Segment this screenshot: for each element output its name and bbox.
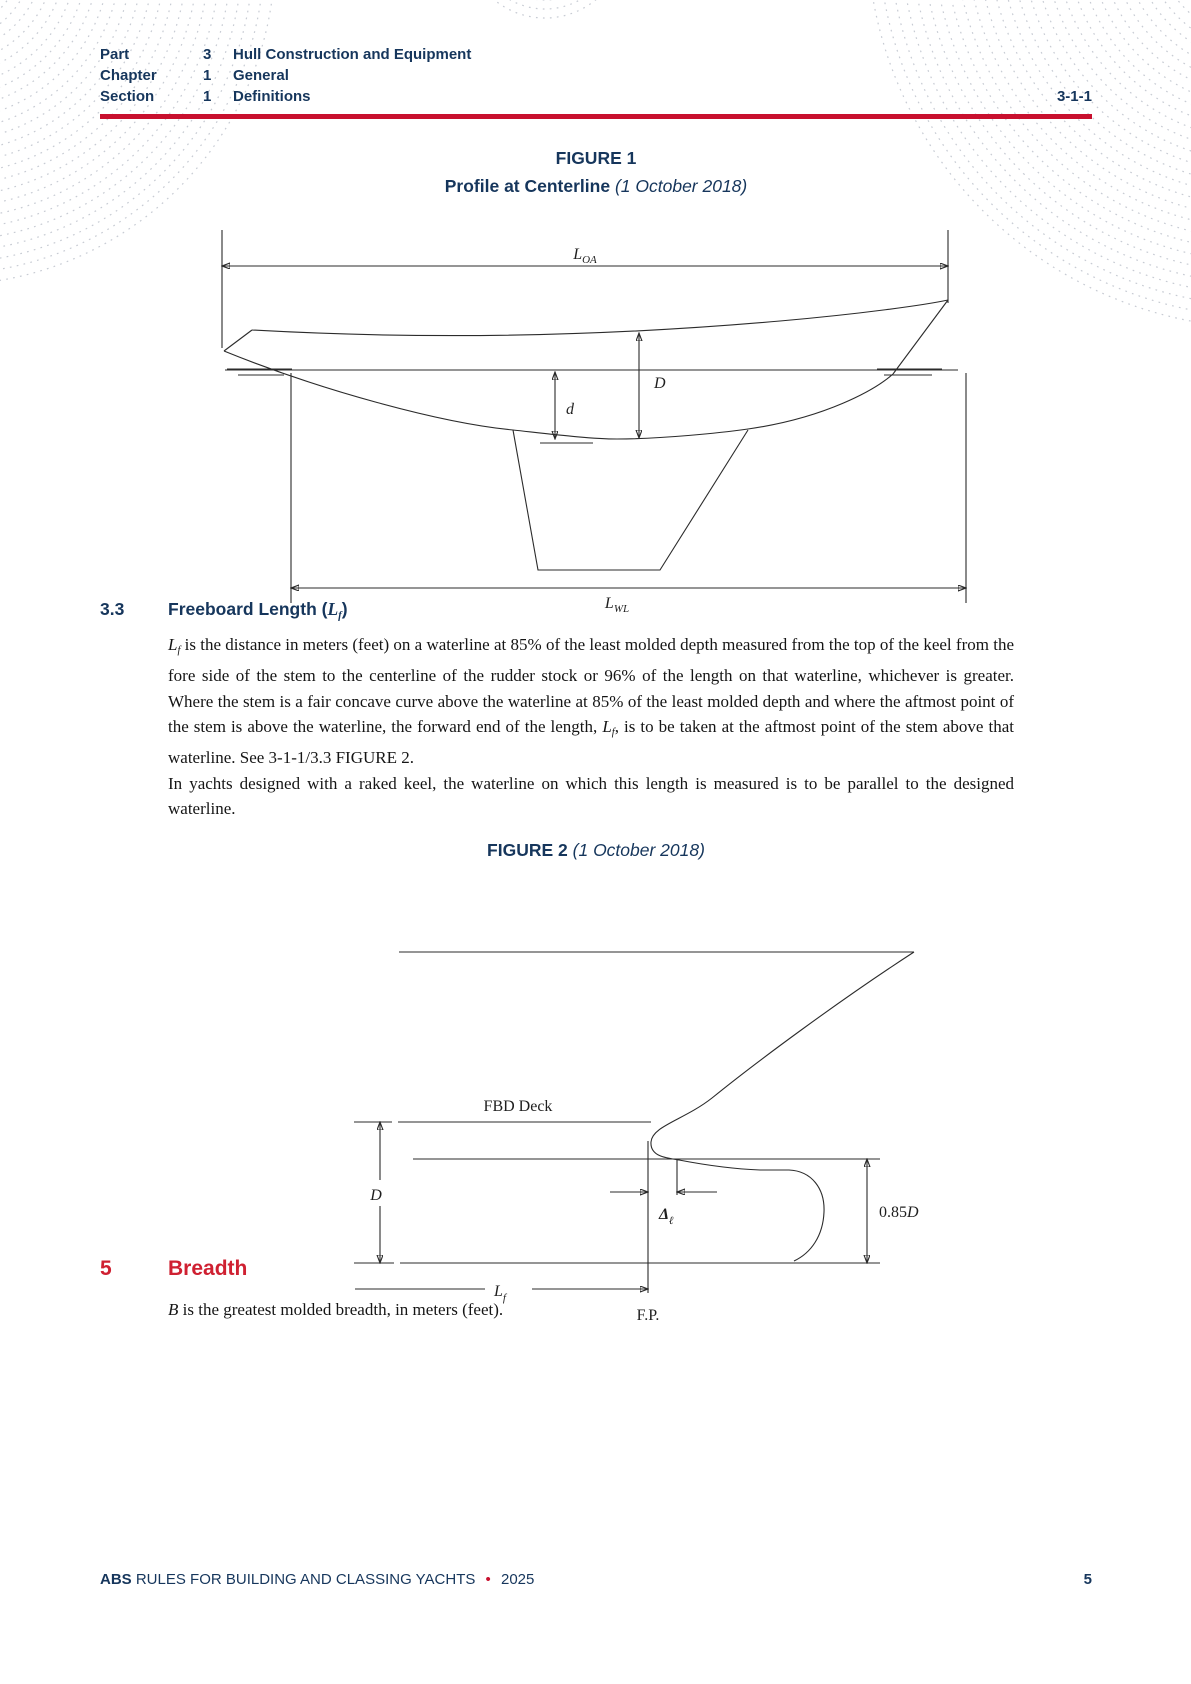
freeboard-length-paragraph-2: In yachts designed with a raked keel, the waterline on which this length is measured is to be parallel to the designed waterline. [168,774,1014,819]
header-part-number: 3 [203,46,212,63]
d-label: d [566,401,574,418]
section-3-3-heading [100,599,348,621]
section-5-number: 5 [100,1257,112,1280]
header-chapter-label: Chapter [100,67,157,84]
breadth-paragraph: B is the greatest molded breadth, in meters (feet). [168,1300,504,1319]
figure1-drawing [180,218,1030,618]
abs-brand: ABS [100,1571,132,1588]
header-section-label: Section [100,88,155,105]
header-section-title: Definitions [233,88,311,105]
depth-D-dimension [369,1122,382,1263]
footer-title-text: RULES FOR BUILDING AND CLASSING YACHTS [135,1571,476,1588]
section-3-3-title: Freeboard Length $(L_f)$ [168,599,348,622]
delta-label: $\Delta_\ell$ [659,1206,674,1227]
bow-edge [893,300,948,374]
lwl-dimension [291,373,966,615]
footer-rule-title [100,1571,534,1588]
figure1-title: FIGURE 1 [555,148,637,168]
figure2-title: FIGURE 2 [487,840,568,860]
lwl-label: $L_{WL}$ [604,595,630,615]
freeboard-length-paragraph-1: $L_f$ is the distance in meters (feet) on a waterline at 85% of the least molded depth measured from the top of the keel from the fore side of the stem to the centerline of the rudder stock or 96% of the length on that waterline, whichever is greater. Where the stem is a fair concave curve above the waterline at 85% of the least molded depth and where the aftmost point of the stem is above the waterline, the forward end of the length, $L_f$, is to be taken at the aftmost point of the stem above that waterline. See 3-1-1/3.3 FIGURE 2. [168,635,1014,768]
fp-label: F.P. [636,1307,660,1324]
fbd-deck-label: FBD Deck [483,1098,553,1115]
draft-d-dimension [540,372,593,443]
figure2-caption [100,836,1092,864]
section-5-title: Breadth [168,1257,248,1280]
fbd-deck-group [354,1098,651,1122]
header-section-number: 1 [203,88,212,105]
section-3-3-number: 3.3 [100,599,125,619]
figure1-date: (1 October 2018) [614,176,748,196]
header-part-label: Part [100,46,130,63]
hull-underside [224,351,893,439]
sheer-deck-line [252,300,948,336]
figure2-date: (1 October 2018) [572,840,705,860]
figure1-caption [100,144,1092,200]
header-rule [100,114,1092,119]
lf-label: $L_f$ [494,1283,506,1304]
page-number: 5 [1083,1571,1092,1588]
figure2-drawing [280,928,940,1348]
depth-D-dimension [639,333,666,438]
D-label: D [654,375,666,392]
header-part-title: Hull Construction and Equipment [233,46,472,63]
loa-label: $L_{OA}$ [573,246,597,266]
header-chapter-number: 1 [203,67,212,84]
D-label: D [370,1187,382,1204]
figure1-subtitle: Profile at Centerline [444,176,611,196]
footer-year: 2025 [500,1571,535,1588]
085D-label: 0.85D [879,1204,919,1221]
footer-separator-bullet: • [485,1571,491,1588]
waterline-group [225,369,958,375]
section-5-heading [100,1257,247,1281]
page-footer [100,1571,1092,1588]
loa-dimension [222,230,948,348]
stern-edge [224,330,252,351]
section-reference-code: 3-1-1 [1056,88,1092,105]
header-chapter-title: General [233,67,289,84]
keel-outline [513,430,748,570]
delta-offset-dimension [610,1159,717,1227]
085D-dimension [867,1159,919,1263]
stem-profile-curve [651,952,914,1261]
